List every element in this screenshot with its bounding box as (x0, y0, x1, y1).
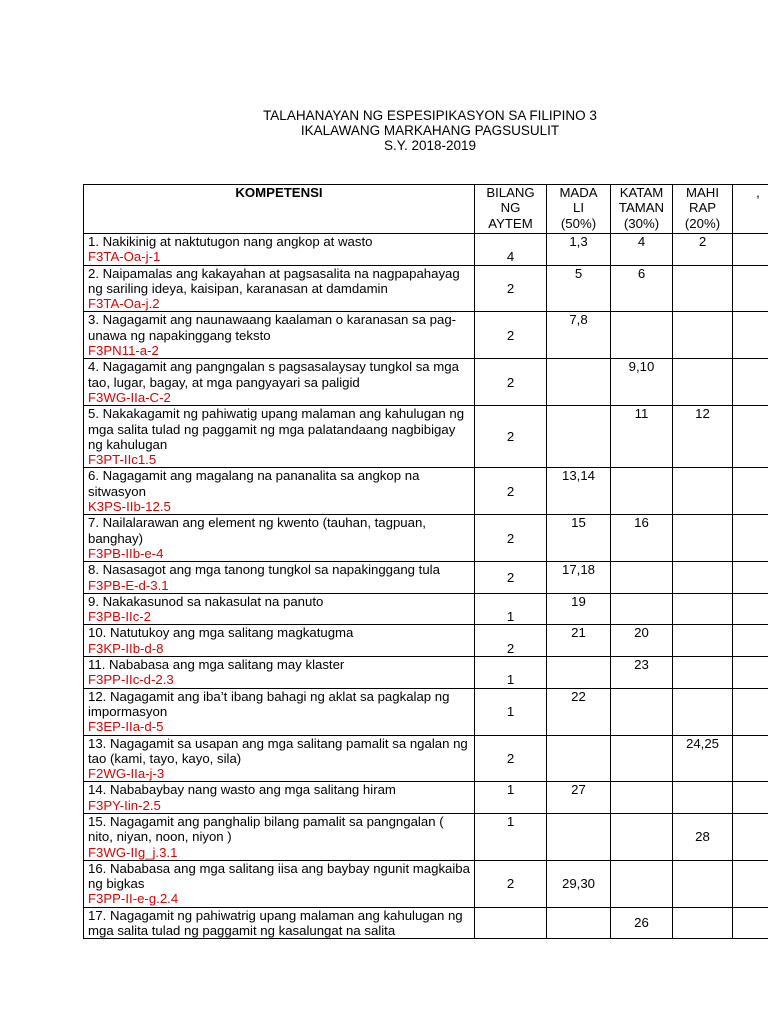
madali-cell (547, 813, 611, 860)
competency-code: F3PB-IIc-2 (88, 609, 152, 625)
extra-cell (733, 359, 768, 406)
header-extra: , (733, 185, 768, 234)
madali-cell: 5 (547, 265, 611, 312)
katamtaman-cell (611, 562, 673, 594)
specification-table-wrapper (83, 184, 768, 980)
extra-cell (733, 782, 768, 814)
competency-code: F3PB-IIb-e-4 (88, 545, 164, 561)
extra-cell (733, 813, 768, 860)
table-row (84, 782, 768, 814)
extra-cell (733, 515, 768, 562)
competency-code: F3PN11-a-2 (88, 343, 159, 359)
competency-code: F3PB-E-d-3.1 (88, 577, 169, 593)
bilang-cell: 1 (475, 782, 547, 814)
kompetensi-cell: 17. Nagagamit ng pahiwatrig upang malaman ang kahulugan ng mga salita tulad ng paggamit ng kasalungat na salita (84, 907, 475, 939)
competency-code: F3PT-IIc1.5 (88, 452, 157, 468)
katamtaman-cell (611, 813, 673, 860)
header-mahirap: MAHI RAP (20%) (673, 185, 733, 234)
mahirap-cell (673, 359, 733, 406)
mahirap-cell (673, 593, 733, 625)
madali-cell (547, 359, 611, 406)
madali-cell (547, 735, 611, 782)
bilang-cell: 2 (475, 735, 547, 782)
competency-code: F3TA-Oa-j.2 (88, 296, 160, 312)
madali-cell: 27 (547, 782, 611, 814)
kompetensi-cell: 7. Nailalarawan ang element ng kwento (tauhan, tagpuan, banghay) F3PB-IIb-e-4 (84, 515, 475, 562)
katamtaman-cell: 9,10 (611, 359, 673, 406)
table-row (84, 735, 768, 782)
bilang-cell: 2 (475, 359, 547, 406)
mahirap-cell (673, 515, 733, 562)
competency-code: F3KP-IIb-d-8 (88, 640, 164, 656)
table-row (84, 312, 768, 359)
bilang-cell: 2 (475, 562, 547, 594)
extra-cell (733, 265, 768, 312)
madali-cell: 29,30 (547, 860, 611, 907)
specification-table (83, 184, 768, 939)
table-row (84, 860, 768, 907)
madali-cell: 21 (547, 625, 611, 657)
extra-cell (733, 406, 768, 468)
katamtaman-cell (611, 312, 673, 359)
katamtaman-cell (611, 735, 673, 782)
katamtaman-cell: 26 (611, 907, 673, 939)
bilang-cell: 2 (475, 515, 547, 562)
katamtaman-cell (611, 593, 673, 625)
mahirap-cell: 28 (673, 813, 733, 860)
table-row (84, 359, 768, 406)
katamtaman-cell: 4 (611, 234, 673, 266)
kompetensi-cell: 8. Nasasagot ang mga tanong tungkol sa napakinggang tula F3PB-E-d-3.1 (84, 562, 475, 594)
competency-code: F3EP-IIa-d-5 (88, 719, 164, 735)
katamtaman-cell (611, 688, 673, 735)
mahirap-cell (673, 782, 733, 814)
katamtaman-cell (611, 782, 673, 814)
competency-code: F3WG-IIg_j.3.1 (88, 844, 178, 860)
kompetensi-cell: 13. Nagagamit sa usapan ang mga salitang pamalit sa ngalan ng tao (kami, tayo, kayo, sila) F2WG-IIa-j-3 (84, 735, 475, 782)
katamtaman-cell: 23 (611, 657, 673, 689)
table-row (84, 593, 768, 625)
madali-cell (547, 406, 611, 468)
mahirap-cell: 12 (673, 406, 733, 468)
table-row (84, 468, 768, 515)
kompetensi-cell: 2. Naipamalas ang kakayahan at pagsasalita na nagpapahayag ng sariling ideya, kaisipan, karanasan at damdamin F3TA-Oa-j.2 (84, 265, 475, 312)
bilang-cell: 4 (475, 234, 547, 266)
bilang-cell: 1 (475, 688, 547, 735)
katamtaman-cell (611, 468, 673, 515)
header-madali: MADA LI (50%) (547, 185, 611, 234)
mahirap-cell (673, 265, 733, 312)
header-kompetensi: KOMPETENSI (84, 185, 475, 234)
katamtaman-cell: 20 (611, 625, 673, 657)
table-row (84, 515, 768, 562)
title-line-2: IKALAWANG MARKAHANG PAGSUSULIT (300, 123, 560, 138)
bilang-cell: 2 (475, 312, 547, 359)
bilang-cell: 2 (475, 406, 547, 468)
madali-cell: 7,8 (547, 312, 611, 359)
kompetensi-cell: 4. Nagagamit ang pangngalan s pagsasalaysay tungkol sa mga tao, lugar, bagay, at mga pangyayari sa paligid F3WG-IIa-C-2 (84, 359, 475, 406)
extra-cell (733, 562, 768, 594)
madali-cell: 13,14 (547, 468, 611, 515)
madali-cell: 22 (547, 688, 611, 735)
bilang-cell (475, 907, 547, 939)
kompetensi-cell: 3. Nagagamit ang naunawaang kaalaman o karanasan sa pag-unawa ng napakinggang teksto F3PN11-a-2 (84, 312, 475, 359)
extra-cell (733, 593, 768, 625)
table-row (84, 657, 768, 689)
kompetensi-cell: 10. Natutukoy ang mga salitang magkatugma F3KP-IIb-d-8 (84, 625, 475, 657)
bilang-cell: 2 (475, 468, 547, 515)
madali-cell: 17,18 (547, 562, 611, 594)
kompetensi-cell: 11. Nababasa ang mga salitang may klaster F3PP-IIc-d-2.3 (84, 657, 475, 689)
mahirap-cell (673, 312, 733, 359)
mahirap-cell (673, 860, 733, 907)
madali-cell (547, 907, 611, 939)
table-row (84, 406, 768, 468)
competency-code: K3PS-IIb-12.5 (88, 499, 171, 515)
extra-cell (733, 312, 768, 359)
extra-cell (733, 735, 768, 782)
extra-cell (733, 625, 768, 657)
kompetensi-cell: 15. Nagagamit ang panghalip bilang pamalit sa pangngalan ( nito, niyan, noon, niyon ) F3WG-IIg_j.3.1 (84, 813, 475, 860)
mahirap-cell (673, 907, 733, 939)
katamtaman-cell: 6 (611, 265, 673, 312)
title-line-3: S.Y. 2018-2019 (383, 138, 477, 153)
mahirap-cell (673, 688, 733, 735)
competency-code: F3PP-IIc-d-2.3 (88, 672, 174, 688)
bilang-cell: 1 (475, 657, 547, 689)
document-title (0, 108, 768, 153)
extra-cell (733, 860, 768, 907)
table-row (84, 688, 768, 735)
competency-code: F3WG-IIa-C-2 (88, 389, 171, 405)
mahirap-cell (673, 657, 733, 689)
extra-cell (733, 468, 768, 515)
mahirap-cell: 24,25 (673, 735, 733, 782)
bilang-cell: 1 (475, 813, 547, 860)
madali-cell (547, 657, 611, 689)
competency-code: F3PP-II-e-g.2.4 (88, 891, 179, 907)
extra-cell (733, 657, 768, 689)
competency-code: F2WG-IIa-j-3 (88, 766, 165, 782)
bilang-cell: 2 (475, 625, 547, 657)
mahirap-cell: 2 (673, 234, 733, 266)
bilang-cell: 1 (475, 593, 547, 625)
extra-cell (733, 234, 768, 266)
kompetensi-cell: 16. Nababasa ang mga salitang iisa ang baybay ngunit magkaiba ng bigkas F3PP-II-e-g.2.4 (84, 860, 475, 907)
kompetensi-cell: 6. Nagagamit ang magalang na pananalita sa angkop na sitwasyon K3PS-IIb-12.5 (84, 468, 475, 515)
madali-cell: 19 (547, 593, 611, 625)
table-header-row (84, 185, 768, 234)
competency-code: F3TA-Oa-j-1 (88, 249, 161, 265)
bilang-cell: 2 (475, 860, 547, 907)
kompetensi-cell: 12. Nagagamit ang iba’t ibang bahagi ng aklat sa pagkalap ng impormasyon F3EP-IIa-d-5 (84, 688, 475, 735)
kompetensi-cell: 14. Nababaybay nang wasto ang mga salitang hiram F3PY-Iin-2.5 (84, 782, 475, 814)
table-row (84, 625, 768, 657)
header-bilang: BILANG NG AYTEM (475, 185, 547, 234)
katamtaman-cell (611, 860, 673, 907)
table-row (84, 234, 768, 266)
bilang-cell: 2 (475, 265, 547, 312)
katamtaman-cell: 11 (611, 406, 673, 468)
kompetensi-cell: 9. Nakakasunod sa nakasulat na panuto F3PB-IIc-2 (84, 593, 475, 625)
madali-cell: 15 (547, 515, 611, 562)
title-line-1: TALAHANAYAN NG ESPESIPIKASYON SA FILIPINO 3 (263, 108, 597, 123)
extra-cell (733, 907, 768, 939)
mahirap-cell (673, 468, 733, 515)
mahirap-cell (673, 562, 733, 594)
katamtaman-cell: 16 (611, 515, 673, 562)
mahirap-cell (673, 625, 733, 657)
header-katamtaman: KATAM TAMAN (30%) (611, 185, 673, 234)
madali-cell: 1,3 (547, 234, 611, 266)
kompetensi-cell: 5. Nakakagamit ng pahiwatig upang malaman ang kahulugan ng mga salita tulad ng paggamit ng mga palatandaang nagbibigay ng kahulugan F3PT-IIc1.5 (84, 406, 475, 468)
table-row (84, 813, 768, 860)
table-row (84, 562, 768, 594)
table-row (84, 907, 768, 939)
extra-cell (733, 688, 768, 735)
competency-code: F3PY-Iin-2.5 (88, 797, 161, 813)
kompetensi-cell: 1. Nakikinig at naktutugon nang angkop at wasto F3TA-Oa-j-1 (84, 234, 475, 266)
table-row (84, 265, 768, 312)
